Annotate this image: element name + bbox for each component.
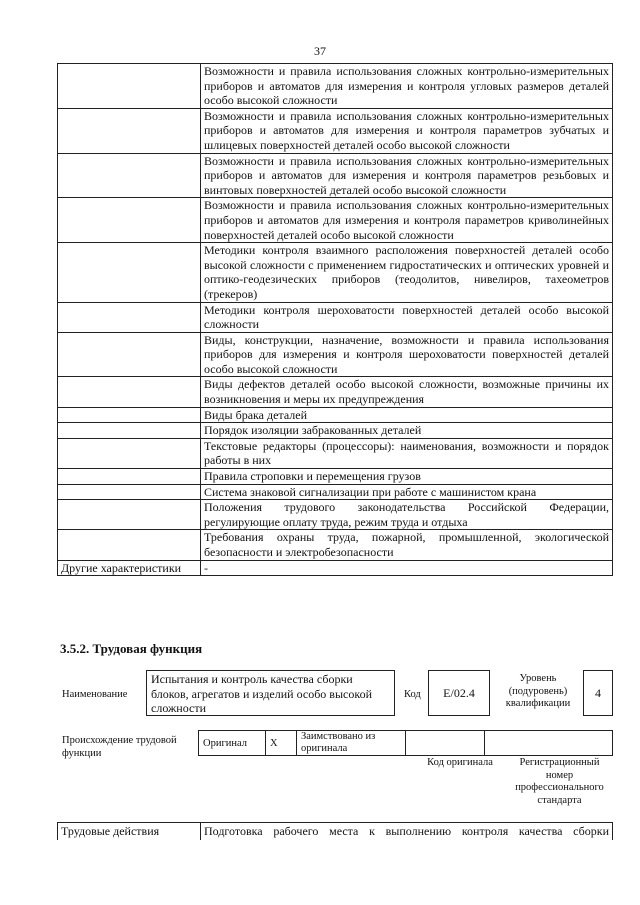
row-label (58, 153, 201, 198)
table-row (58, 823, 613, 841)
row-text: Виды дефектов деталей особо высокой сложности, возможные причины их возникновения и меры их предупреждения (201, 377, 613, 407)
table-row (58, 302, 613, 332)
table-row (58, 64, 613, 109)
row-text: Виды, конструкции, назначение, возможности и правила использования приборов для измерения и контроля шероховатости поверхностей деталей особо высокой сложности (201, 332, 613, 377)
code-box: E/02.4 (428, 670, 490, 716)
row-text: Методики контроля шероховатости поверхностей деталей особо высокой сложности (201, 302, 613, 332)
table-row (58, 500, 613, 530)
code-label: Код (404, 689, 421, 700)
reg-number-cell (485, 731, 613, 756)
row-label (58, 484, 201, 500)
row-text: Возможности и правила использования сложных контрольно-измерительных приборов и автоматов для измерения и контроля параметров резьбовых и винтовых поверхностей деталей особо высокой сложности (201, 153, 613, 198)
row-label (58, 500, 201, 530)
table-row (58, 377, 613, 407)
row-label (58, 243, 201, 302)
row-text: Возможности и правила использования сложных контрольно-измерительных приборов и автоматов для измерения и контроля параметров криволинейных поверхностей деталей особо высокой сложности (201, 198, 613, 243)
table-row (58, 560, 613, 576)
row-label (58, 407, 201, 423)
reg-number-caption: Регистрационный номер профессионального стандарта (515, 757, 604, 806)
table-row (58, 423, 613, 439)
row-label (58, 332, 201, 377)
row-text: Возможности и правила использования сложных контрольно-измерительных приборов и автоматов для измерения и контроля угловых размеров деталей особо высокой сложности (201, 64, 613, 109)
table-row (58, 407, 613, 423)
table-row (58, 332, 613, 377)
row-label (58, 438, 201, 468)
origin-label: Происхождение трудовой функции (62, 735, 177, 759)
row-text: Возможности и правила использования сложных контрольно-измерительных приборов и автоматов для измерения и контроля параметров зубчатых и шлицевых поверхностей деталей особо высокой сложности (201, 108, 613, 153)
row-text: Методики контроля взаимного расположения поверхностей деталей особо высокой сложности с применением гидростатических и оптических уровней и оптико-геодезических приборов (теодолитов, нивелиров, тахеометров (трекеров) (201, 243, 613, 302)
borrowed-cell: Заимствовано из оригинала (297, 731, 406, 756)
table-row (58, 198, 613, 243)
row-text: Виды брака деталей (201, 407, 613, 423)
actions-table (57, 822, 613, 840)
section-heading: 3.5.2. Трудовая функция (60, 641, 203, 656)
row-text: Порядок изоляции забракованных деталей (201, 423, 613, 439)
row-label (58, 108, 201, 153)
actions-label: Трудовые действия (58, 823, 201, 841)
row-label: Другие характеристики (58, 560, 201, 576)
function-name-box: Испытания и контроль качества сборки блоков, агрегатов и изделий особо высокой сложности (146, 670, 395, 716)
level-box: 4 (583, 670, 613, 716)
row-text: Система знаковой сигнализации при работе с машинистом крана (201, 484, 613, 500)
row-text: Положения трудового законодательства Российской Федерации, регулирующие оплату труда, режим труда и отдыха (201, 500, 613, 530)
row-label (58, 198, 201, 243)
row-label (58, 302, 201, 332)
row-text: - (201, 560, 613, 576)
table-row (58, 484, 613, 500)
actions-text: Подготовка рабочего места к выполнению контроля качества сборки (201, 823, 613, 841)
table-row (58, 108, 613, 153)
level-label: Уровень (подуровень) квалификации (505, 673, 571, 709)
row-text: Правила строповки и перемещения грузов (201, 469, 613, 485)
page-number: 37 (314, 44, 326, 58)
table-row (58, 243, 613, 302)
row-label (58, 377, 201, 407)
origin-code-cell (406, 731, 485, 756)
row-text: Текстовые редакторы (процессоры): наименования, возможности и порядок работы в них (201, 438, 613, 468)
table-row (58, 153, 613, 198)
table-row (58, 469, 613, 485)
origin-code-caption: Код оригинала (427, 757, 493, 768)
original-cell: Оригинал (199, 731, 266, 756)
row-label (58, 423, 201, 439)
origin-table (198, 730, 613, 756)
row-text: Требования охраны труда, пожарной, промышленной, экологической безопасности и электробезопасности (201, 530, 613, 560)
row-label (58, 64, 201, 109)
table-row (58, 438, 613, 468)
name-label: Наименование (62, 689, 128, 700)
row-label (58, 469, 201, 485)
row-label (58, 530, 201, 560)
knowledge-table (57, 63, 613, 576)
table-row (58, 530, 613, 560)
original-mark: X (266, 731, 297, 756)
